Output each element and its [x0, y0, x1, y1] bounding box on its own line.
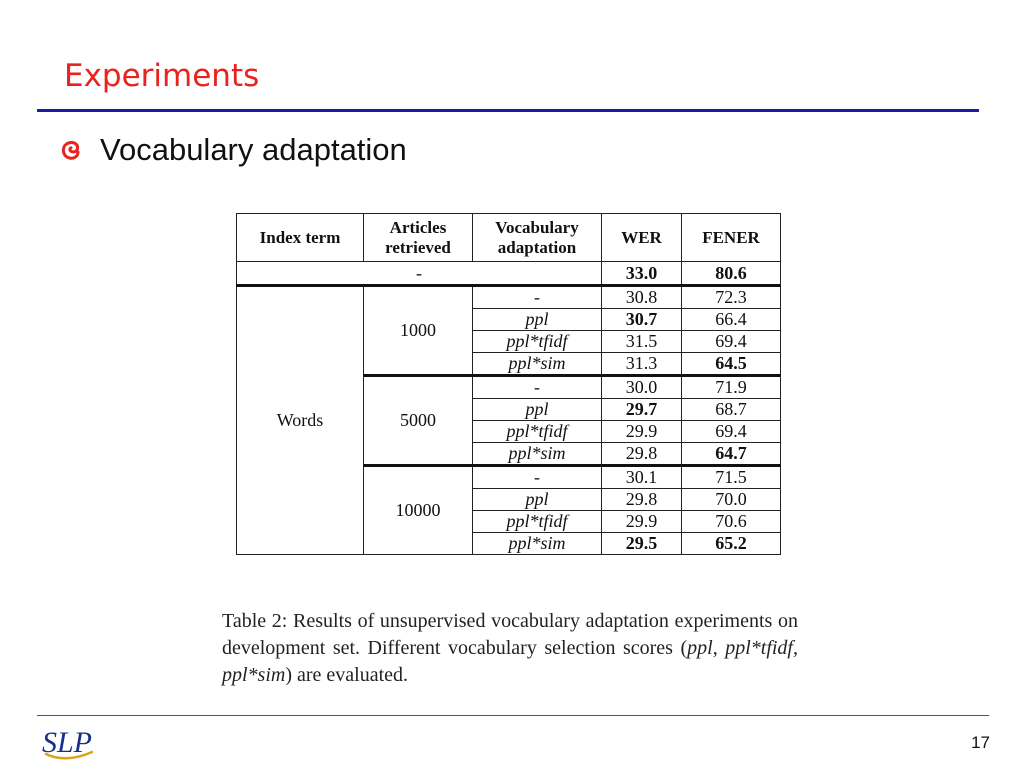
bullet-text: Vocabulary adaptation [100, 132, 407, 167]
bullet-item [60, 132, 407, 168]
fener-cell: 69.4 [682, 421, 781, 443]
footer-divider [37, 715, 989, 716]
fener-cell: 68.7 [682, 399, 781, 421]
articles-cell: 10000 [364, 466, 473, 555]
wer-cell: 30.8 [602, 286, 682, 309]
articles-cell: 5000 [364, 376, 473, 466]
table-caption: Table 2: Results of unsupervised vocabulary adaptation experiments on development set. Different vocabulary selection scores (ppl, ppl*tfidf, ppl*sim) are evaluated. [222, 610, 798, 686]
svg-text:SLP: SLP [42, 726, 92, 759]
title-divider [37, 109, 979, 112]
wer-cell: 30.7 [602, 309, 682, 331]
method-cell: ppl*tfidf [473, 421, 602, 443]
wer-cell: 30.0 [602, 376, 682, 399]
fener-cell: 64.5 [682, 353, 781, 376]
wer-cell: 29.9 [602, 421, 682, 443]
header-vocabulary-adaptation: Vocabulary adaptation [473, 214, 602, 262]
fener-cell: 70.6 [682, 511, 781, 533]
baseline-row [237, 262, 781, 286]
header-wer: WER [602, 214, 682, 262]
header-articles-retrieved: Articles retrieved [364, 214, 473, 262]
fener-cell: 64.7 [682, 443, 781, 466]
method-cell: ppl*sim [473, 443, 602, 466]
header-fener: FENER [682, 214, 781, 262]
fener-cell: 72.3 [682, 286, 781, 309]
index-term-cell: Words [237, 286, 364, 555]
fener-cell: 65.2 [682, 533, 781, 555]
method-cell: ppl*sim [473, 353, 602, 376]
fener-cell: 70.0 [682, 489, 781, 511]
table-header-row [237, 214, 781, 262]
baseline-fener: 80.6 [682, 262, 781, 286]
baseline-label: - [237, 262, 602, 286]
page-number: 17 [971, 733, 990, 752]
table-row [237, 286, 781, 309]
method-cell: - [473, 466, 602, 489]
wer-cell: 31.3 [602, 353, 682, 376]
wer-cell: 31.5 [602, 331, 682, 353]
method-cell: ppl*sim [473, 533, 602, 555]
method-cell: ppl*tfidf [473, 331, 602, 353]
slide-title: Experiments [64, 58, 260, 94]
fener-cell: 66.4 [682, 309, 781, 331]
fener-cell: 71.9 [682, 376, 781, 399]
wer-cell: 29.8 [602, 489, 682, 511]
method-cell: ppl*tfidf [473, 511, 602, 533]
method-cell: ppl [473, 399, 602, 421]
wer-cell: 30.1 [602, 466, 682, 489]
wer-cell: 29.5 [602, 533, 682, 555]
baseline-wer: 33.0 [602, 262, 682, 286]
method-cell: ppl [473, 489, 602, 511]
method-cell: ppl [473, 309, 602, 331]
fener-cell: 69.4 [682, 331, 781, 353]
header-index-term: Index term [237, 214, 364, 262]
swirl-bullet-icon [60, 139, 82, 161]
method-cell: - [473, 286, 602, 309]
wer-cell: 29.9 [602, 511, 682, 533]
results-table [236, 213, 781, 555]
method-cell: - [473, 376, 602, 399]
wer-cell: 29.7 [602, 399, 682, 421]
wer-cell: 29.8 [602, 443, 682, 466]
articles-cell: 1000 [364, 286, 473, 376]
fener-cell: 71.5 [682, 466, 781, 489]
slp-logo [40, 722, 98, 762]
